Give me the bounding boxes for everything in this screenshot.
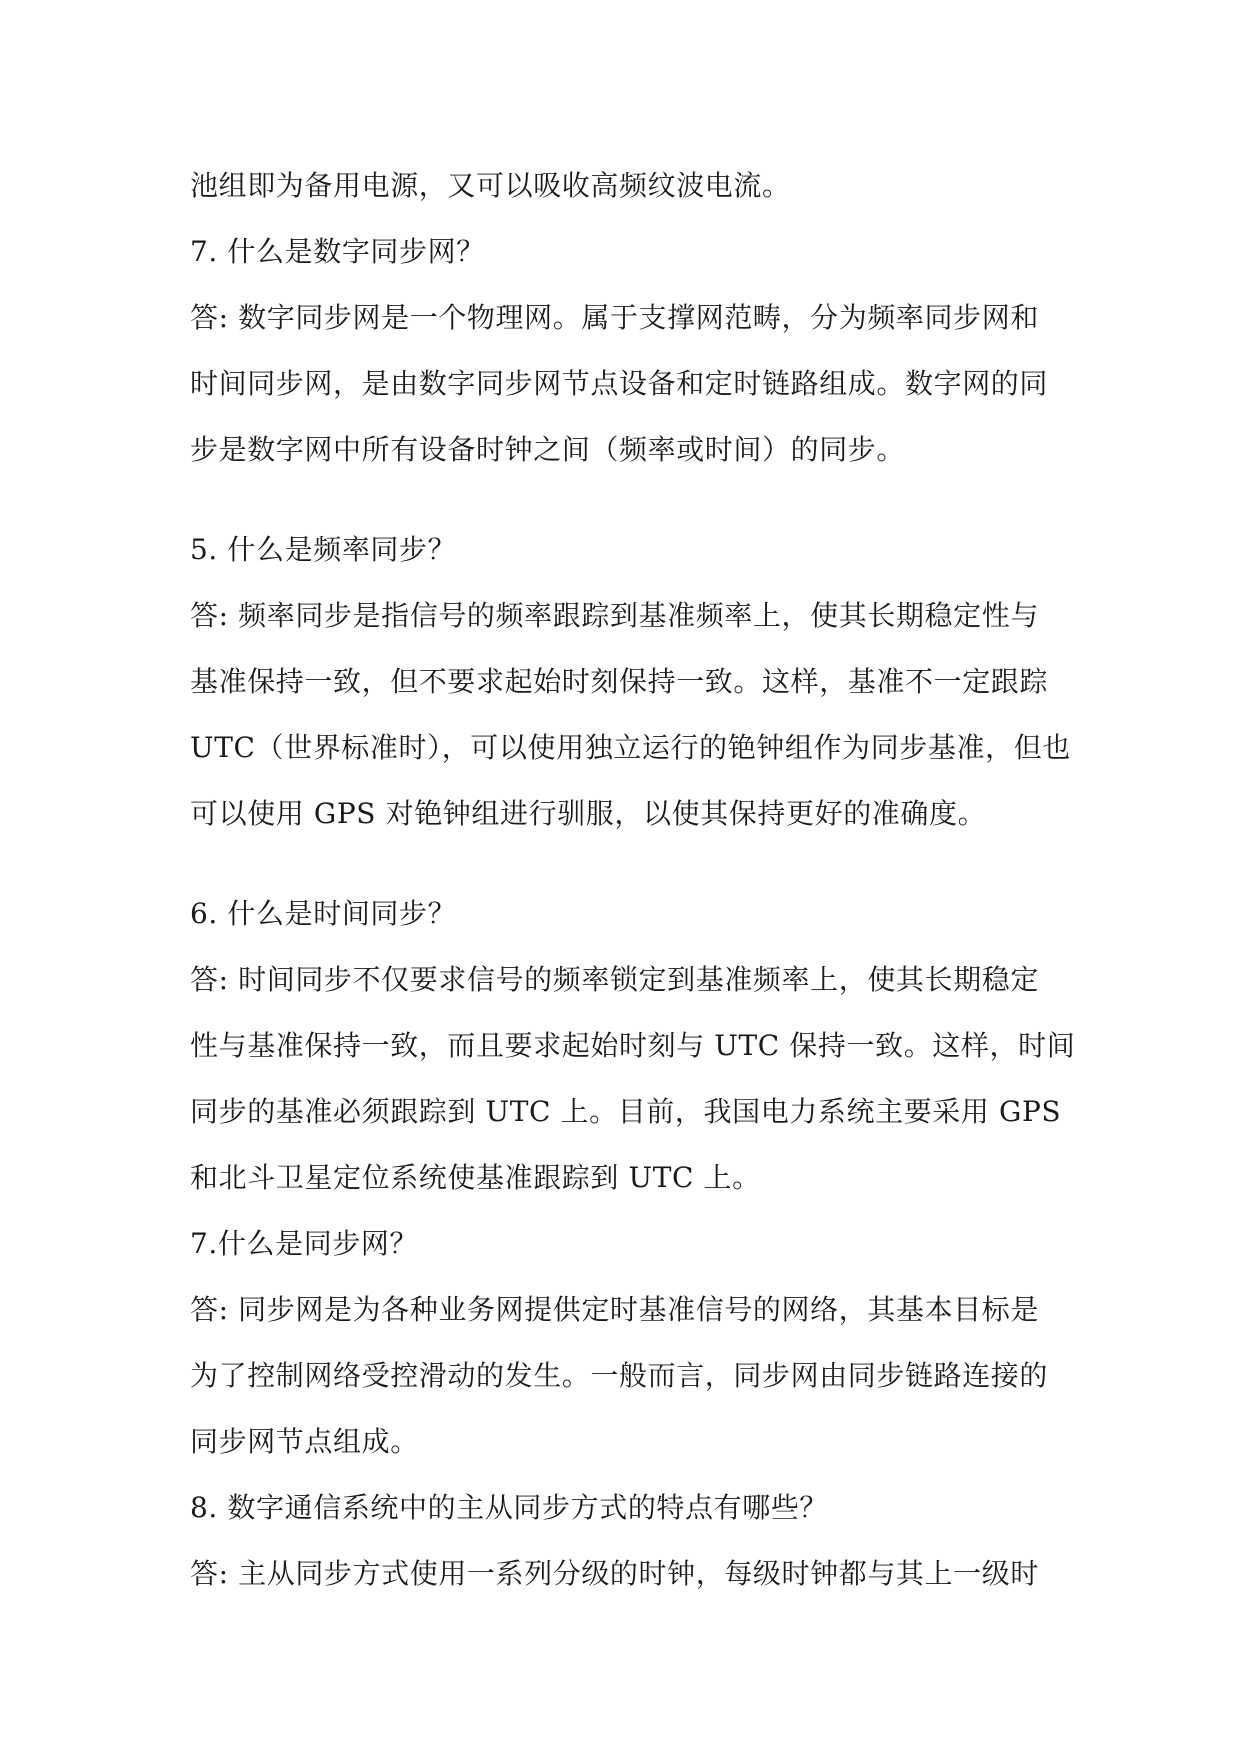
answer-line: 时间同步网，是由数字同步网节点设备和定时链路组成。数字网的同 — [190, 367, 1049, 400]
answer-line: 可以使用 GPS 对铯钟组进行驯服，以使其保持更好的准确度。 — [190, 797, 987, 830]
answer-line: UTC（世界标准时），可以使用独立运行的铯钟组作为同步基准，但也 — [190, 731, 1071, 764]
answer-line: 步是数字网中所有设备时钟之间（频率或时间）的同步。 — [190, 433, 906, 466]
answer-line: 基准保持一致，但不要求起始时刻保持一致。这样，基准不一定跟踪 — [190, 665, 1049, 698]
question-heading: 7.什么是同步网？ — [190, 1227, 419, 1260]
answer-line: 答: 数字同步网是一个物理网。属于支撑网范畴，分为频率同步网和 — [190, 301, 1039, 334]
text-line: 池组即为备用电源，又可以吸收高频纹波电流。 — [190, 169, 791, 202]
answer-line: 性与基准保持一致，而且要求起始时刻与 UTC 保持一致。这样，时间 — [190, 1029, 1076, 1062]
question-heading: 5. 什么是频率同步？ — [190, 533, 457, 566]
question-heading: 7. 什么是数字同步网？ — [190, 235, 485, 268]
answer-line: 答: 频率同步是指信号的频率跟踪到基准频率上，使其长期稳定性与 — [190, 599, 1039, 632]
answer-line: 和北斗卫星定位系统使基准跟踪到 UTC 上。 — [190, 1161, 761, 1194]
answer-line: 同步的基准必须跟踪到 UTC 上。目前，我国电力系统主要采用 GPS — [190, 1095, 1062, 1128]
answer-line: 为了控制网络受控滑动的发生。一般而言，同步网由同步链路连接的 — [190, 1359, 1049, 1392]
answer-line: 答: 同步网是为各种业务网提供定时基准信号的网络，其基本目标是 — [190, 1293, 1039, 1326]
question-heading: 8. 数字通信系统中的主从同步方式的特点有哪些？ — [190, 1491, 829, 1524]
question-heading: 6. 什么是时间同步？ — [190, 897, 457, 930]
answer-line: 同步网节点组成。 — [190, 1425, 419, 1458]
answer-line: 答: 时间同步不仅要求信号的频率锁定到基准频率上，使其长期稳定 — [190, 963, 1039, 996]
answer-line: 答: 主从同步方式使用一系列分级的时钟，每级时钟都与其上一级时 — [190, 1557, 1039, 1590]
